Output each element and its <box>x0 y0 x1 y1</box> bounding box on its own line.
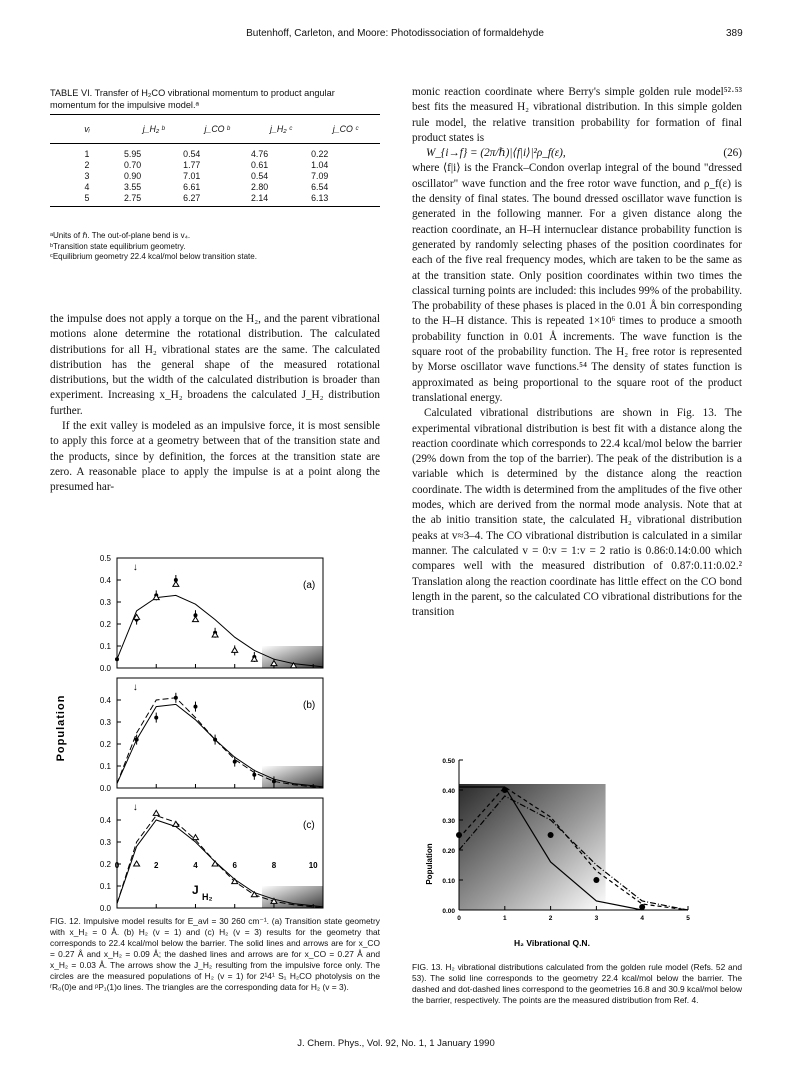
paragraph: If the exit valley is modeled as an impulsive force, it is most sensible to apply this force at a geometry between that of the transition state and the products, since by definition, the forces at the transition state are zero. A reasonable place to apply the impulse is at a point along the presumed har- <box>50 420 380 494</box>
table-cell: 1.77 <box>183 159 201 170</box>
table-vi <box>50 114 380 207</box>
table-footnote: ᶜEquilibrium geometry 22.4 kcal/mol below transition state. <box>50 252 257 261</box>
x-tick-label: 2 <box>548 915 553 922</box>
arrow-icon: ↓ <box>132 802 138 813</box>
table-footnote: ᵇTransition state equilibrium geometry. <box>50 241 186 251</box>
table-cell: 5 <box>50 192 124 207</box>
table-row <box>50 159 380 170</box>
x-tick-label: 4 <box>640 915 645 922</box>
x-tick-label: 6 <box>232 861 237 870</box>
right-column-text <box>412 85 742 620</box>
data-point-triangle <box>134 861 140 866</box>
table-cell: 6.13 <box>311 192 380 207</box>
fig13-xlabel: H₂ Vibrational Q.N. <box>514 938 590 948</box>
table-cell: 2.14 <box>251 192 311 207</box>
y-tick-label: 0.5 <box>99 554 111 563</box>
data-point-triangle <box>232 647 238 652</box>
equation-number: (26) <box>723 147 742 160</box>
y-tick-label: 0.10 <box>442 878 455 885</box>
table-cell: 2 <box>84 159 90 170</box>
data-point-triangle <box>173 581 179 586</box>
arrow-icon: ↓ <box>132 682 138 693</box>
y-tick-label: 0.00 <box>442 908 455 915</box>
table-row <box>50 144 380 160</box>
table-row <box>50 170 380 181</box>
table-header-cell: j_CO ᶜ <box>311 115 380 144</box>
figure-12-caption: FIG. 12. Impulsive model results for E_avl = 30 260 cm⁻¹. (a) Transition state geometry with x_H₂ = 0 Å. (b) H₂ (v = 1) and (c) H₂ (v = 3) results for the geometry that corresponds to 22.4 kcal/mol below the barrier. The solid lines and arrows are for x_CO = 0.27 Å and x_H₂ = 0.09 Å; the dashed lines and arrows are for x_CO = 0.27 Å and x_H₂ = 0.03 Å. The arrows show the J_H₂ resulting from the impulsive force only. The circles are the measured populations of H₂ (v = 1) for 2¹4¹ S₁ H₂CO photolysis on the ʳR₀(0)e and ᵖP₁(1)o lines. The triangles are the corresponding data for H₂ (v = 3). <box>50 916 380 992</box>
y-tick-label: 0.1 <box>99 762 111 771</box>
y-tick-label: 0.2 <box>99 860 111 869</box>
table-cell: 4.76 <box>251 148 269 159</box>
data-point <box>548 832 554 838</box>
y-tick-label: 0.3 <box>99 598 111 607</box>
equation: W_{i→f} = (2π/ℏ)|⟨f|i⟩|²ρ_f(ε), <box>426 147 566 160</box>
gradient-box <box>459 784 606 910</box>
table-header-cell: vᵢ <box>50 115 124 144</box>
y-tick-label: 0.1 <box>99 642 111 651</box>
page-number: 389 <box>726 28 743 39</box>
data-point <box>639 904 645 910</box>
data-point <box>593 877 599 883</box>
y-tick-label: 0.0 <box>99 904 111 913</box>
table-cell: 0.54 <box>251 170 269 181</box>
y-tick-label: 0.30 <box>442 818 455 825</box>
table-row <box>50 181 380 192</box>
table-header-cell: j_H₂ ᵇ <box>124 115 183 144</box>
paragraph: Calculated vibrational distributions are shown in Fig. 13. The experimental vibrational distribution is best fit with a distance along the reaction coordinate which corresponds to 22.4 kcal/mol below the barrier (29% down from the top of the barrier). The peak of the distribution is a variable which is determined by the distance along the reaction coordinate. The width is determined from the amplitudes of the five other modes, which are derived from the normal mode analysis. Note that at the ab initio transition state, the calculated H₂ vibrational distribution peaks at v≈3–4. The CO vibrational distribution is calculated in a similar manner. The calculated v = 0:v = 1:v = 2 ratio is 0.86:0.14:0.00 which compares well with the measured distribution of 0.87:0.11:0.02.² Translation along the reaction coordinate has little effect on the CO bond length in the parent, so the calculated CO vibrational distributions for the transition <box>412 407 742 619</box>
y-tick-label: 0.50 <box>442 758 455 765</box>
y-tick-label: 0.4 <box>99 696 111 705</box>
x-tick-label: 4 <box>193 861 198 870</box>
table-caption: TABLE VI. Transfer of H₂CO vibrational momentum to product angular momentum for the impulsive model.ᵃ <box>50 88 335 110</box>
figure-13 <box>412 752 742 957</box>
table-cell: 7.01 <box>183 170 201 181</box>
table-header-cell: j_H₂ ᶜ <box>251 115 311 144</box>
figure-13-caption: FIG. 13. H₂ vibrational distributions calculated from the golden rule model (Refs. 52 and 53). The solid line corresponds to the geometry 22.4 kcal/mol below the barrier. The dashed and dot-dashed lines correspond to the geometries 16.8 and 30.9 kcal/mol below the barrier, respectively. The points are the measured distribution from Ref. 4. <box>412 962 742 1005</box>
paragraph: where ⟨f|i⟩ is the Franck–Condon overlap integral of the bound "dressed oscillator" wave function and the free rotor wave function, and ρ_f(ε) is the density of final states. The bound dressed oscillator wave function is generated in the following manner. For a given distance along the reaction coordinate, an H–H internuclear distance probability function is generated by randomly selecting phases of the position coordinates for each of the five real frequency modes, which are taken to be the same as at the transition state. Only position coordinates within two times the classical turning points are included: this includes 99% of the probability. The probability of these phases is placed in the 0.01 Å bin corresponding to the H–H distance. This is repeated 1×10⁶ times to produce a smooth probability function in 0.01 Å increments. The wave function is the square root of the probability function. The H₂ free rotor is represented by Morse oscillator wave functions.⁵⁴ The density of states function is approximated as being proportional to the square root of the product translational energy. <box>412 162 742 404</box>
table-header-row <box>50 115 380 144</box>
table-cell: 0.54 <box>183 148 201 159</box>
table-cell: 0.22 <box>311 148 329 159</box>
data-point-triangle <box>251 892 257 897</box>
table-cell: 3 <box>84 170 90 181</box>
table-cell: 0.90 <box>124 170 142 181</box>
equation-26 <box>412 146 742 161</box>
figure-12 <box>50 548 390 913</box>
data-point-triangle <box>153 810 159 815</box>
table-cell: 6.54 <box>311 181 329 192</box>
table-cell: 6.27 <box>183 192 251 207</box>
y-tick-label: 0.4 <box>99 576 111 585</box>
y-tick-label: 0.20 <box>442 848 455 855</box>
paragraph: monic reaction coordinate where Berry's simple golden rule model⁵²·⁵³ best fits the measured H₂ vibrational distribution. In this simple golden rule model, the relative transition probability for formation of final product states is <box>412 86 742 144</box>
panel-label: (c) <box>303 820 315 831</box>
table-cell: 2.80 <box>251 181 269 192</box>
fig12-xlabel: J <box>192 883 199 897</box>
data-point-triangle <box>192 835 198 840</box>
table-header-cell: j_CO ᵇ <box>183 115 251 144</box>
fig13-ylabel: Population <box>425 843 434 885</box>
left-column-text <box>50 312 380 496</box>
x-tick-label: 3 <box>594 915 599 922</box>
y-tick-label: 0.0 <box>99 664 111 673</box>
y-tick-label: 0.3 <box>99 838 111 847</box>
x-tick-label: 0 <box>457 915 461 922</box>
x-tick-label: 5 <box>686 915 690 922</box>
panel-label: (b) <box>303 700 316 711</box>
data-point-triangle <box>212 632 218 637</box>
x-tick-label: 1 <box>502 915 507 922</box>
y-tick-label: 0.0 <box>99 784 111 793</box>
y-tick-label: 0.2 <box>99 620 111 629</box>
table-cell: 1.04 <box>311 159 329 170</box>
x-tick-label: 0 <box>114 861 120 870</box>
table-footnote: ᵃUnits of ℏ. The out-of-plane bend is v₄. <box>50 231 191 240</box>
x-tick-label: 2 <box>154 861 159 870</box>
table-row <box>50 192 380 207</box>
panel-label: (a) <box>303 580 316 591</box>
table-cell: 5.95 <box>124 148 142 159</box>
table-cell: 6.61 <box>183 181 201 192</box>
table-cell: 4 <box>84 181 90 192</box>
table-cell: 3.55 <box>124 181 142 192</box>
table-cell: 1 <box>84 148 90 159</box>
paragraph: the impulse does not apply a torque on the H₂, and the parent vibrational motions alone determine the rotational distribution. The calculated distributions for all H₂ vibrational states are the same. The calculated distribution has the general shape of the measured rotational distributions, but the width of the calculated distribution is broader than experiment. Increasing x_H₂ broadens the calculated J_H₂ distribution further. <box>50 313 380 417</box>
page-footer: J. Chem. Phys., Vol. 92, No. 1, 1 January 1990 <box>297 1038 495 1049</box>
arrow-icon: ↓ <box>132 562 138 573</box>
y-tick-label: 0.40 <box>442 788 455 795</box>
table-cell: 2.75 <box>124 192 183 207</box>
data-point-triangle <box>192 617 198 622</box>
y-tick-label: 0.4 <box>99 816 111 825</box>
table-cell: 0.70 <box>124 159 142 170</box>
table-footnotes <box>50 231 380 263</box>
header-title: Butenhoff, Carleton, and Moore: Photodissociation of formaldehyde <box>246 28 544 39</box>
y-tick-label: 0.3 <box>99 718 111 727</box>
data-point-triangle <box>251 656 257 661</box>
table-cell: 0.61 <box>251 159 269 170</box>
data-point <box>456 832 462 838</box>
data-point <box>502 787 508 793</box>
fig12-ylabel: Population <box>55 694 67 762</box>
y-tick-label: 0.1 <box>99 882 111 891</box>
x-tick-label: 8 <box>271 861 277 870</box>
x-tick-label: 10 <box>308 861 318 870</box>
y-tick-label: 0.2 <box>99 740 111 749</box>
table-cell: 7.09 <box>311 170 329 181</box>
fig12-xlabel-sub: H₂ <box>202 892 213 902</box>
